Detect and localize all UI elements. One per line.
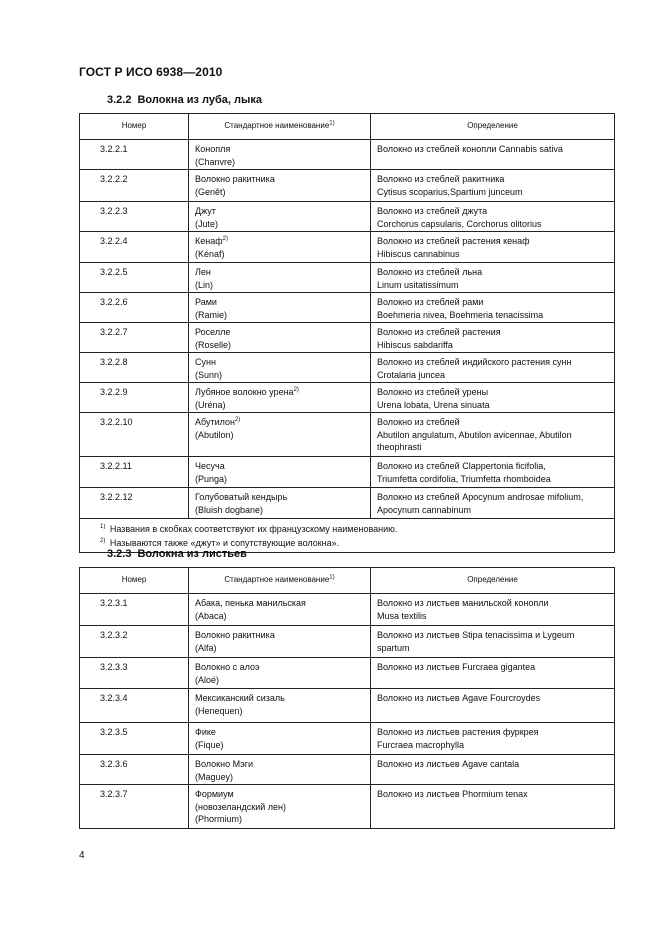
row-number-cell: 3.2.3.5	[80, 723, 189, 755]
definition-line: Волокно из стеблей конопли Cannabis sativa	[377, 144, 563, 154]
row-number-cell: 3.2.2.6	[80, 293, 189, 323]
definition-line: Волокно из стеблей ракитника	[377, 174, 505, 184]
fibre-name-text: Волокно ракитника	[195, 174, 275, 184]
column-header-name-text: Стандартное наименование	[224, 121, 330, 131]
row-name-cell	[189, 293, 371, 323]
row-definition-cell	[371, 232, 615, 263]
table-row	[80, 413, 615, 457]
fibre-name-line: Волокно Мэги	[195, 759, 254, 769]
fibre-name-line: (Maguey)	[195, 771, 234, 782]
fibre-name-line: Формиум	[195, 789, 234, 799]
fibre-name-french: (Roselle)	[195, 339, 232, 350]
row-definition-cell	[371, 140, 615, 170]
row-name-cell	[189, 457, 371, 488]
definition-line: Волокно из стеблей растения	[377, 327, 501, 337]
fibre-name-line: (Fique)	[195, 739, 224, 750]
fibre-name	[195, 326, 364, 339]
row-name-cell	[189, 232, 371, 263]
row-definition-cell	[371, 263, 615, 293]
column-header-number: Номер	[80, 568, 189, 594]
definition-line: Furcraea macrophylla	[377, 739, 465, 750]
table-header-row	[80, 568, 615, 594]
row-number-cell: 3.2.2.8	[80, 353, 189, 383]
row-definition-cell	[371, 353, 615, 383]
definition-line: Волокно из листьев манильской конопли	[377, 598, 549, 608]
column-header-definition: Определение	[371, 568, 615, 594]
row-number-cell: 3.2.2.3	[80, 202, 189, 232]
fibre-name-text: Рами	[195, 297, 217, 307]
definition-line: Crotalaria juncea	[377, 369, 446, 380]
row-name-cell	[189, 140, 371, 170]
definition-line: Cytisus scoparius,Spartium junceum	[377, 186, 523, 197]
footnote-text: Названия в скобках соответствуют их французскому наименованию.	[109, 524, 398, 534]
row-name-cell	[189, 723, 371, 755]
footnote-ref: 1)	[329, 574, 335, 581]
fibre-name	[195, 235, 364, 248]
definition-line: Волокно из стеблей Clappertonia ficifolia,	[377, 461, 546, 471]
table-row	[80, 689, 615, 723]
fibre-name-text: Голубоватый кендырь	[195, 492, 288, 502]
column-header-name	[189, 568, 371, 594]
section-title-text: Волокна из листьев	[137, 548, 247, 560]
row-name-cell	[189, 488, 371, 519]
fibre-name-line: (Alfa)	[195, 642, 217, 653]
fibre-name	[195, 143, 364, 156]
row-definition-cell	[371, 383, 615, 413]
fibre-name-french: (Uréna)	[195, 399, 226, 410]
row-definition-cell	[371, 723, 615, 755]
footnote-text: Называются также «джут» и сопутствующие волокна».	[109, 538, 340, 548]
bast-fibres-table	[79, 113, 615, 553]
row-name-cell	[189, 626, 371, 658]
footnote-marker: 1)	[100, 524, 106, 530]
definition-line: Волокно из листьев Agave cantala	[377, 759, 520, 769]
table-row	[80, 755, 615, 785]
row-name-cell	[189, 755, 371, 785]
definition-line: Hibiscus cannabinus	[377, 248, 460, 259]
page-number: 4	[79, 850, 85, 861]
row-name-cell	[189, 263, 371, 293]
footnote-ref: 2)	[222, 236, 228, 242]
section-number: 3.2.2	[107, 94, 132, 106]
row-number-cell: 3.2.2.4	[80, 232, 189, 263]
definition-line: Волокно из листьев Furcraea gigantea	[377, 662, 536, 672]
fibre-name-text: Кенаф	[195, 236, 223, 246]
row-name-cell	[189, 202, 371, 232]
row-name-cell	[189, 594, 371, 626]
fibre-name-text: Конопля	[195, 144, 231, 154]
column-header-name	[189, 114, 371, 140]
row-definition-cell	[371, 785, 615, 829]
column-header-name-text: Стандартное наименование	[224, 575, 330, 585]
definition-line: Boehmeria nivea, Boehmeria tenacissima	[377, 309, 544, 320]
row-definition-cell	[371, 293, 615, 323]
fibre-name-line: (Abaca)	[195, 610, 227, 621]
table-row	[80, 323, 615, 353]
definition-line: Волокно из листьев Agave Fourcroydes	[377, 693, 541, 703]
section-title-bast	[107, 94, 262, 106]
definition-line: Abutilon angulatum, Abutilon avicennae, Abutilon theophrasti	[377, 429, 572, 452]
section-title-leaf	[107, 548, 247, 560]
row-definition-cell	[371, 202, 615, 232]
fibre-name-text: Роселле	[195, 327, 231, 337]
row-number-cell: 3.2.2.1	[80, 140, 189, 170]
fibre-name-french: (Sunn)	[195, 369, 223, 380]
row-number-cell: 3.2.2.2	[80, 170, 189, 202]
row-number-cell: 3.2.2.9	[80, 383, 189, 413]
fibre-name-french: (Genêt)	[195, 186, 226, 197]
definition-line: Волокно из листьев Phormium tenax	[377, 789, 528, 799]
fibre-name-line: (Henequen)	[195, 705, 243, 716]
fibre-name-french: (Chanvre)	[195, 156, 236, 167]
fibre-name-text: Чесуча	[195, 461, 225, 471]
definition-line: Apocynum cannabinum	[377, 504, 472, 515]
definition-line: Волокно из листьев растения фуркрея	[377, 727, 539, 737]
fibre-name	[195, 173, 364, 186]
table-row	[80, 202, 615, 232]
definition-line: Волокно из стеблей рами	[377, 297, 484, 307]
definition-line: Hibiscus sabdariffa	[377, 339, 453, 350]
row-definition-cell	[371, 323, 615, 353]
fibre-name	[195, 386, 364, 399]
table-row	[80, 457, 615, 488]
section-number: 3.2.3	[107, 548, 132, 560]
fibre-name-french: (Jute)	[195, 218, 219, 229]
row-definition-cell	[371, 658, 615, 689]
row-number-cell: 3.2.3.2	[80, 626, 189, 658]
fibre-name	[195, 491, 364, 504]
fibre-name-text: Джут	[195, 206, 216, 216]
definition-line: Волокно из листьев Stipa tenacissima и Lygeum spartum	[377, 630, 575, 653]
leaf-fibres-table	[79, 567, 615, 829]
definition-line: Волокно из стеблей Apocynum androsae mifolium,	[377, 492, 584, 502]
fibre-name	[195, 296, 364, 309]
fibre-name-french: (Lin)	[195, 279, 214, 290]
fibre-name	[195, 205, 364, 218]
column-header-number: Номер	[80, 114, 189, 140]
row-name-cell	[189, 353, 371, 383]
row-number-cell: 3.2.2.5	[80, 263, 189, 293]
definition-line: Волокно из стеблей урены	[377, 387, 489, 397]
table-row	[80, 594, 615, 626]
fibre-name	[195, 266, 364, 279]
row-name-cell	[189, 413, 371, 457]
row-number-cell: 3.2.2.10	[80, 413, 189, 457]
row-number-cell: 3.2.2.12	[80, 488, 189, 519]
row-definition-cell	[371, 457, 615, 488]
table-row	[80, 488, 615, 519]
row-name-cell	[189, 689, 371, 723]
fibre-name-french: (Punga)	[195, 473, 228, 484]
fibre-name-french: (Ramie)	[195, 309, 228, 320]
row-number-cell: 3.2.3.6	[80, 755, 189, 785]
row-name-cell	[189, 785, 371, 829]
fibre-name-line: Волокно с алоэ	[195, 662, 260, 672]
definition-line: Urena lobata, Urena sinuata	[377, 399, 490, 410]
table-row	[80, 232, 615, 263]
table-row	[80, 353, 615, 383]
definition-line: Волокно из стеблей индийского растения сунн	[377, 357, 572, 367]
definition-line: Corchorus capsularis, Corchorus olitorius	[377, 218, 542, 229]
fibre-name-line: (Aloé)	[195, 674, 220, 685]
fibre-name-line: Мексиканский сизаль	[195, 693, 285, 703]
table-row	[80, 170, 615, 202]
row-definition-cell	[371, 170, 615, 202]
footnote-marker: 2)	[100, 538, 106, 544]
row-name-cell	[189, 323, 371, 353]
section-title-text: Волокна из луба, лыка	[137, 94, 263, 106]
fibre-name-text: Лен	[195, 267, 211, 277]
document-header: ГОСТ Р ИСО 6938—2010	[79, 65, 223, 79]
row-name-cell	[189, 170, 371, 202]
row-number-cell: 3.2.3.4	[80, 689, 189, 723]
fibre-name-line: Волокно ракитника	[195, 630, 275, 640]
fibre-name	[195, 416, 364, 429]
fibre-name-text: Лубяное волокно урена	[195, 387, 294, 397]
table-row	[80, 140, 615, 170]
footnote-ref: 1)	[329, 120, 335, 127]
fibre-name-line: (Phormium)	[195, 814, 243, 824]
table-row	[80, 626, 615, 658]
fibre-name	[195, 460, 364, 473]
table-row	[80, 383, 615, 413]
table-header-row	[80, 114, 615, 140]
row-definition-cell	[371, 488, 615, 519]
row-name-cell	[189, 658, 371, 689]
row-definition-cell	[371, 626, 615, 658]
definition-line: Musa textilis	[377, 610, 427, 621]
fibre-name-line: Фике	[195, 727, 216, 737]
fibre-name-french: (Kénaf)	[195, 248, 225, 259]
row-definition-cell	[371, 755, 615, 785]
fibre-name-text: Сунн	[195, 357, 216, 367]
table-row	[80, 293, 615, 323]
row-definition-cell	[371, 594, 615, 626]
definition-line: Волокно из стеблей джута	[377, 206, 488, 216]
fibre-name-line: (новозеландский лен)	[195, 801, 286, 812]
row-number-cell: 3.2.2.7	[80, 323, 189, 353]
footnote-ref: 2)	[234, 417, 241, 423]
fibre-name-line: Абака, пенька манильская	[195, 598, 306, 608]
row-number-cell: 3.2.3.7	[80, 785, 189, 829]
definition-line: Linum usitatissimum	[377, 279, 459, 290]
fibre-name-french: (Bluish dogbane)	[195, 504, 264, 515]
row-number-cell: 3.2.2.11	[80, 457, 189, 488]
definition-line: Волокно из стеблей растения кенаф	[377, 236, 530, 246]
fibre-name-french: (Abutilon)	[195, 429, 234, 440]
column-header-definition: Определение	[371, 114, 615, 140]
footnote-ref: 2)	[293, 387, 299, 393]
definition-line: Triumfetta cordifolia, Triumfetta rhomboidea	[377, 473, 551, 484]
footnote	[100, 522, 608, 536]
row-number-cell: 3.2.3.3	[80, 658, 189, 689]
table-row	[80, 723, 615, 755]
table-row	[80, 785, 615, 829]
row-definition-cell	[371, 689, 615, 723]
fibre-name-text: Абутилон	[195, 417, 235, 427]
table-row	[80, 658, 615, 689]
definition-line: Волокно из стеблей	[377, 417, 460, 427]
definition-line: Волокно из стеблей льна	[377, 267, 483, 277]
table-row	[80, 263, 615, 293]
fibre-name	[195, 356, 364, 369]
row-definition-cell	[371, 413, 615, 457]
row-name-cell	[189, 383, 371, 413]
row-number-cell: 3.2.3.1	[80, 594, 189, 626]
